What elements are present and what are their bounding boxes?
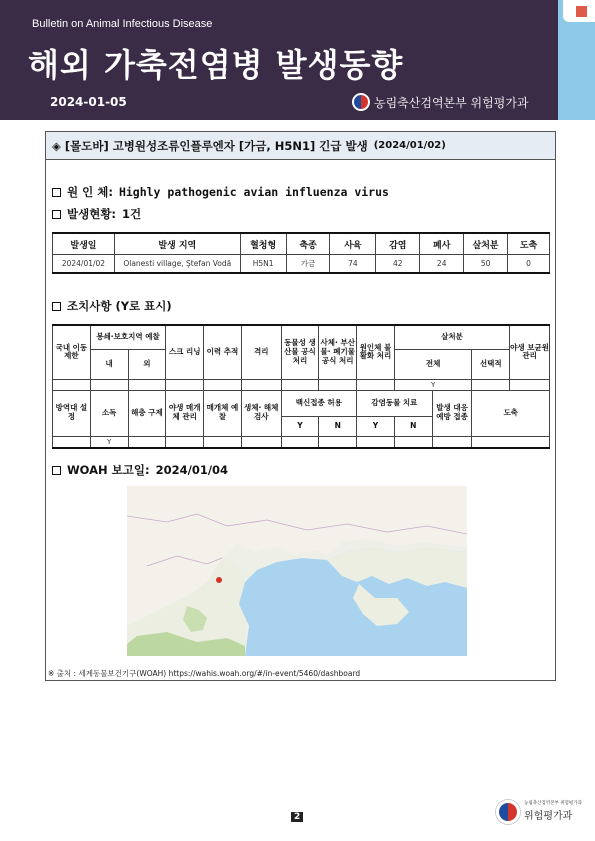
pathogen-line <box>52 184 389 200</box>
org-name: 농림축산검역본부 위험평가과 <box>374 95 529 110</box>
col-cull-selective: 선택적 <box>472 349 510 379</box>
cell <box>432 436 472 448</box>
page-number: 2 <box>291 812 303 822</box>
cell-infected: 42 <box>376 255 420 274</box>
cell-serotype: H5N1 <box>240 255 286 274</box>
outbreak-label: 발생현황: <box>67 207 117 221</box>
checkbox-icon <box>52 188 61 197</box>
cell-dead: 24 <box>420 255 464 274</box>
cell-region: Olanesti village, Ştefan Vodă <box>114 255 240 274</box>
col-region: 발생 지역 <box>114 233 240 255</box>
bulletin-label: Bulletin on Animal Infectious Disease <box>32 18 213 30</box>
checkbox-icon <box>52 302 61 311</box>
source-note: ※ 출처 : 세계동물보건기구(WOAH) https://wahis.woah.org/#/in-event/5460/dashboard <box>48 669 361 678</box>
cell <box>357 436 395 448</box>
woah-label: WOAH 보고일: <box>67 463 150 477</box>
measures-line <box>52 298 172 314</box>
col-preventive-vaccination: 발생 대응 예방 접종 <box>432 390 472 436</box>
col-tr-n: N <box>394 416 432 436</box>
col-vac-y: Y <box>281 416 319 436</box>
col-serotype: 혈청형 <box>240 233 286 255</box>
cell <box>241 379 281 390</box>
col-vac-n: N <box>319 416 357 436</box>
cell <box>472 379 510 390</box>
outbreak-table <box>52 232 550 274</box>
col-zone-out: 외 <box>128 349 166 379</box>
woah-date: 2024/01/04 <box>155 463 229 477</box>
diamond-icon: ◈ <box>52 138 65 153</box>
cell-disinfection: Y <box>90 436 128 448</box>
cell <box>90 379 128 390</box>
cell <box>241 436 281 448</box>
cell <box>394 436 432 448</box>
col-domestic-movement: 국내 이동 제한 <box>53 325 91 379</box>
taegeuk-logo-icon <box>352 93 370 111</box>
cell <box>510 379 550 390</box>
col-zone-in: 내 <box>90 349 128 379</box>
map-image <box>127 486 467 656</box>
checkbox-icon <box>52 210 61 219</box>
outbreak-map <box>127 486 467 656</box>
table-row <box>53 255 550 274</box>
col-cull-all: 전체 <box>394 349 472 379</box>
col-bio-testing: 생체· 해체 검사 <box>241 390 281 436</box>
col-culled: 살처분 <box>464 233 508 255</box>
col-screening: 스크 리닝 <box>166 325 204 379</box>
col-tr-y: Y <box>357 416 395 436</box>
cell <box>128 379 166 390</box>
measures-label: 조치사항 (Y로 표시) <box>67 299 172 313</box>
woah-line <box>52 462 228 478</box>
col-slaughtered: 도축 <box>508 233 550 255</box>
col-disinfection: 소독 <box>90 390 128 436</box>
taegeuk-logo-icon <box>496 800 520 824</box>
col-product-disposal: 동물성 생산물 공식 처리 <box>281 325 319 379</box>
col-pest-control: 해충 구제 <box>128 390 166 436</box>
cell <box>53 436 91 448</box>
footer-logo <box>496 800 582 824</box>
outbreak-marker-icon <box>216 577 222 583</box>
section-title: [몰도바] 고병원성조류인플루엔자 [가금, H5N1] 긴급 발생 <box>64 138 368 153</box>
cell <box>53 379 91 390</box>
cell-raised: 74 <box>330 255 376 274</box>
cell-date: 2024/01/02 <box>53 255 115 274</box>
cell <box>357 379 395 390</box>
checkbox-icon <box>52 466 61 475</box>
col-treatment: 감염동물 치료 <box>357 390 433 416</box>
cell <box>472 436 550 448</box>
col-culling: 살처분 <box>394 325 509 349</box>
footer-org-small: 농림축산검역본부 위험평가과 <box>524 801 582 807</box>
cell <box>166 436 204 448</box>
col-slaughter: 도축 <box>472 390 550 436</box>
col-date: 발생일 <box>53 233 115 255</box>
cell <box>204 379 242 390</box>
col-vaccination: 백신접종 허용 <box>281 390 357 416</box>
col-zoning: 방역대 설정 <box>53 390 91 436</box>
cell-culled: 50 <box>464 255 508 274</box>
col-traceability: 이력 추적 <box>204 325 242 379</box>
cell <box>319 379 357 390</box>
cell <box>281 436 319 448</box>
col-inactivation: 원인체 불활화 처리 <box>357 325 395 379</box>
col-infected: 감염 <box>376 233 420 255</box>
col-wildlife-control: 야생 보균원 관리 <box>510 325 550 379</box>
cell <box>204 436 242 448</box>
col-carcass-disposal: 사체· 부산물· 폐기물 공식 처리 <box>319 325 357 379</box>
page-title: 해외 가축전염병 발생동향 <box>28 46 404 84</box>
col-vector-monitoring: 매개체 예찰 <box>204 390 242 436</box>
col-species: 축종 <box>286 233 330 255</box>
org-logo <box>352 93 529 111</box>
col-raised: 사육 <box>330 233 376 255</box>
col-wild-vector: 야생 매개체 관리 <box>166 390 204 436</box>
cell <box>319 436 357 448</box>
col-dead: 폐사 <box>420 233 464 255</box>
pathogen-value: Highly pathogenic avian influenza virus <box>118 185 389 199</box>
issue-date: 2024-01-05 <box>50 95 127 109</box>
table-header-row <box>53 233 550 255</box>
col-zone-surveillance: 봉쇄·보호지역 예찰 <box>90 325 166 349</box>
cell <box>281 379 319 390</box>
section-date: (2024/01/02) <box>373 140 446 151</box>
outbreak-value: 1건 <box>122 207 142 221</box>
header-accent-square <box>576 6 587 17</box>
section-title-bar <box>45 131 556 160</box>
col-quarantine: 격리 <box>241 325 281 379</box>
cell <box>128 436 166 448</box>
cell-species: 가금 <box>286 255 330 274</box>
cell <box>166 379 204 390</box>
measures-table <box>52 324 550 449</box>
cell-cull-all: Y <box>394 379 472 390</box>
outbreak-line <box>52 206 141 222</box>
footer-org: 위험평가과 <box>524 810 573 822</box>
cell-slaughtered: 0 <box>508 255 550 274</box>
pathogen-label: 원 인 체: <box>67 185 113 199</box>
